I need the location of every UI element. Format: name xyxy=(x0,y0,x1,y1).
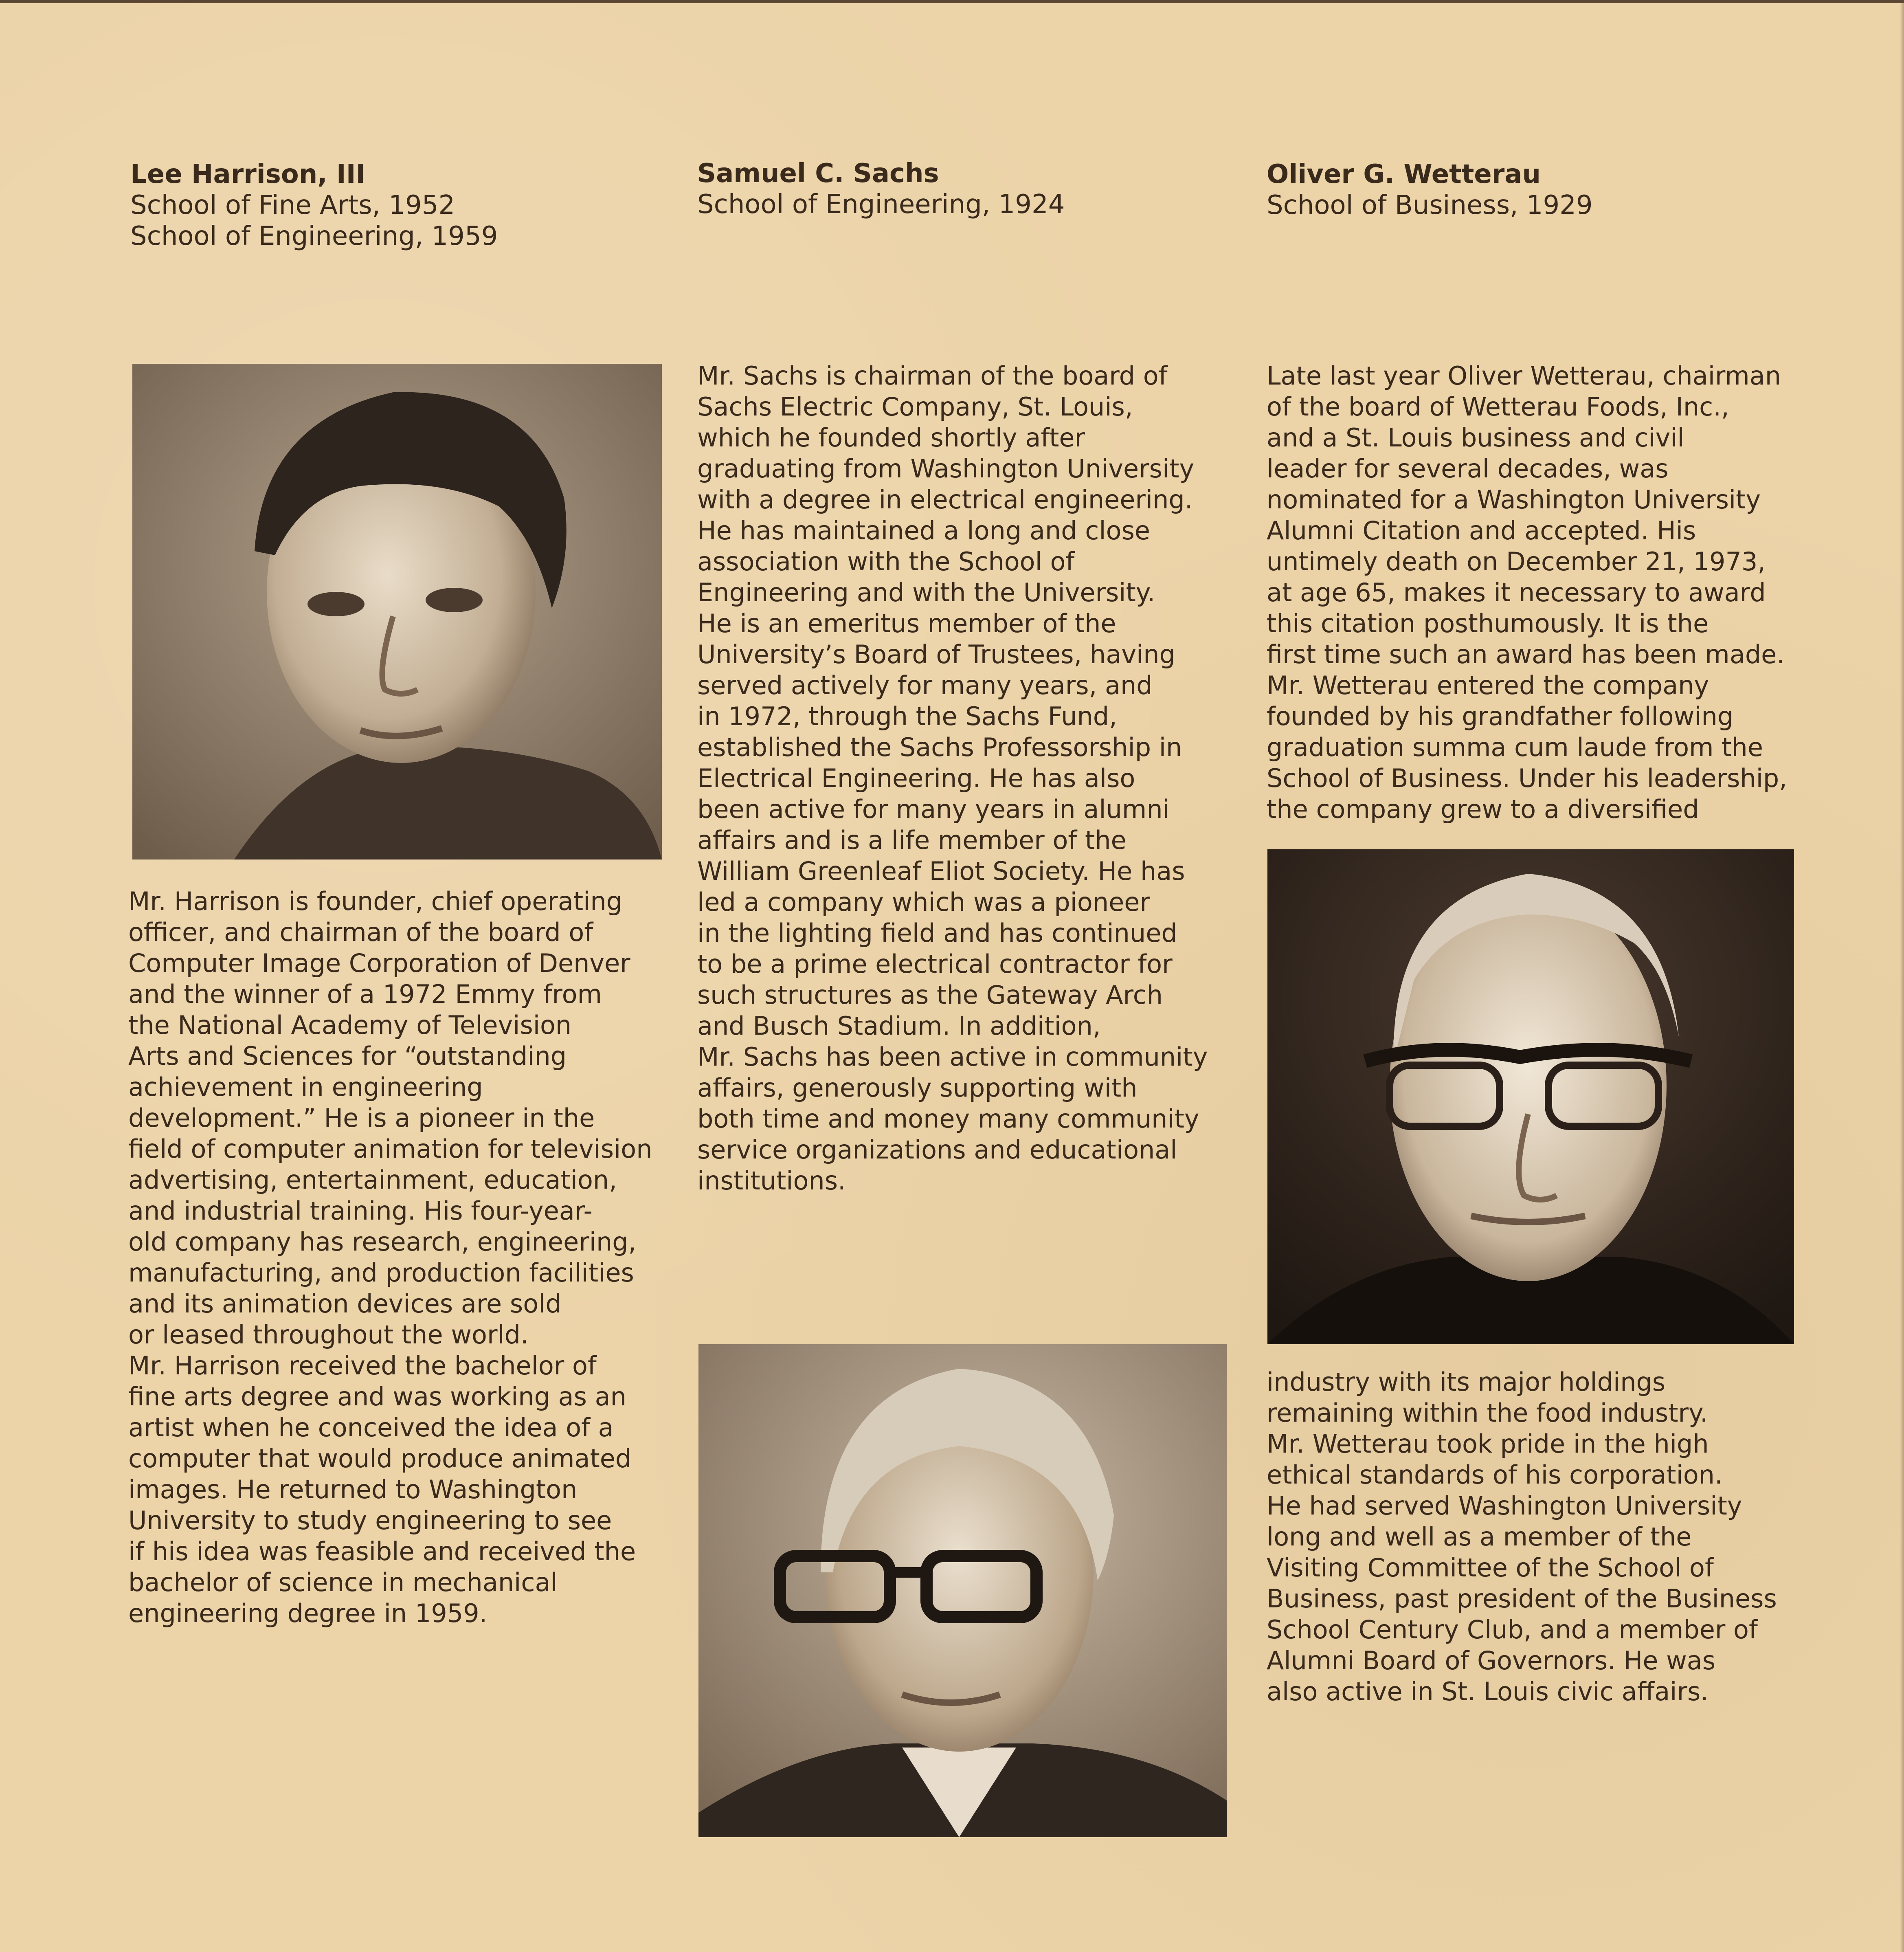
sachs-name: Samuel C. Sachs xyxy=(697,158,939,189)
wetterau-heading xyxy=(1267,159,1593,221)
sachs-degree-1: School of Engineering, 1924 xyxy=(697,189,1065,220)
harrison-degree-1: School of Fine Arts, 1952 xyxy=(130,190,455,220)
wetterau-degree-1: School of Business, 1929 xyxy=(1267,190,1593,220)
harrison-portrait xyxy=(132,364,662,859)
portrait-lee-harrison-icon xyxy=(132,364,662,859)
portrait-oliver-wetterau-icon xyxy=(1267,849,1794,1344)
harrison-heading xyxy=(130,159,498,252)
portrait-samuel-sachs-icon xyxy=(698,1344,1227,1837)
wetterau-bio-part-1: Late last year Oliver Wetterau, chairman of the board of Wetterau Foods, Inc., and a St. Louis business and civil leader for several decades, was nominated for a Washington University Alumni Citation and accepted. His untimely death on December 21, 1973, at age 65, makes it necessary to award this citation posthumously. It is the first time such an award has been made. Mr. Wetterau entered the company founded by his grandfather following graduation summa cum laude from the School of Business. Under his leadership, the company grew to a diversified xyxy=(1267,361,1787,824)
wetterau-name: Oliver G. Wetterau xyxy=(1267,159,1541,189)
page-top-rule xyxy=(0,0,1904,3)
wetterau-bio-part-2: industry with its major holdings remaining within the food industry. Mr. Wetterau took pride in the high ethical standards of his corporation. He had served Washington University long and well as a member of the Visiting Committee of the School of Business, past president of the Business School Century Club, and a member of Alumni Board of Governors. He was also active in St. Louis civic affairs. xyxy=(1267,1367,1777,1706)
wetterau-portrait xyxy=(1267,849,1794,1344)
harrison-degree-2: School of Engineering, 1959 xyxy=(130,221,498,251)
sachs-heading xyxy=(697,158,1065,220)
harrison-name: Lee Harrison, III xyxy=(130,159,366,189)
harrison-bio: Mr. Harrison is founder, chief operating officer, and chairman of the board of Computer Image Corporation of Denver and the winner of a 1972 Emmy from the National Academy of Television Arts and Sciences for “outstanding achievement in engineering development.” He is a pioneer in the field of computer animation for television advertising, entertainment, education, and industrial training. His four-year- old company has research, engineering, manufacturing, and production facilities and its animation devices are sold or leased throughout the world. Mr. Harrison received the bachelor of fine arts degree and was working as an artist when he conceived the idea of a computer that would produce animated images. He returned to Washington University to study engineering to see if his idea was feasible and received the bachelor of science in mechanical engineering degree in 1959. xyxy=(128,886,652,1628)
sachs-bio: Mr. Sachs is chairman of the board of Sachs Electric Company, St. Louis, which he founded shortly after graduating from Washington University with a degree in electrical engineering. He has maintained a long and close association with the School of Engineering and with the University. He is an emeritus member of the University’s Board of Trustees, having served actively for many years, and in 1972, through the Sachs Fund, established the Sachs Professorship in Electrical Engineering. He has also been active for many years in alumni affairs and is a life member of the William Greenleaf Eliot Society. He has led a company which was a pioneer in the lighting field and has continued to be a prime electrical contractor for such structures as the Gateway Arch and Busch Stadium. In addition, Mr. Sachs has been active in community affairs, generously supporting with both time and money many community service organizations and educational institutions. xyxy=(697,361,1208,1196)
sachs-portrait xyxy=(698,1344,1227,1837)
page-right-edge xyxy=(1900,0,1904,1952)
